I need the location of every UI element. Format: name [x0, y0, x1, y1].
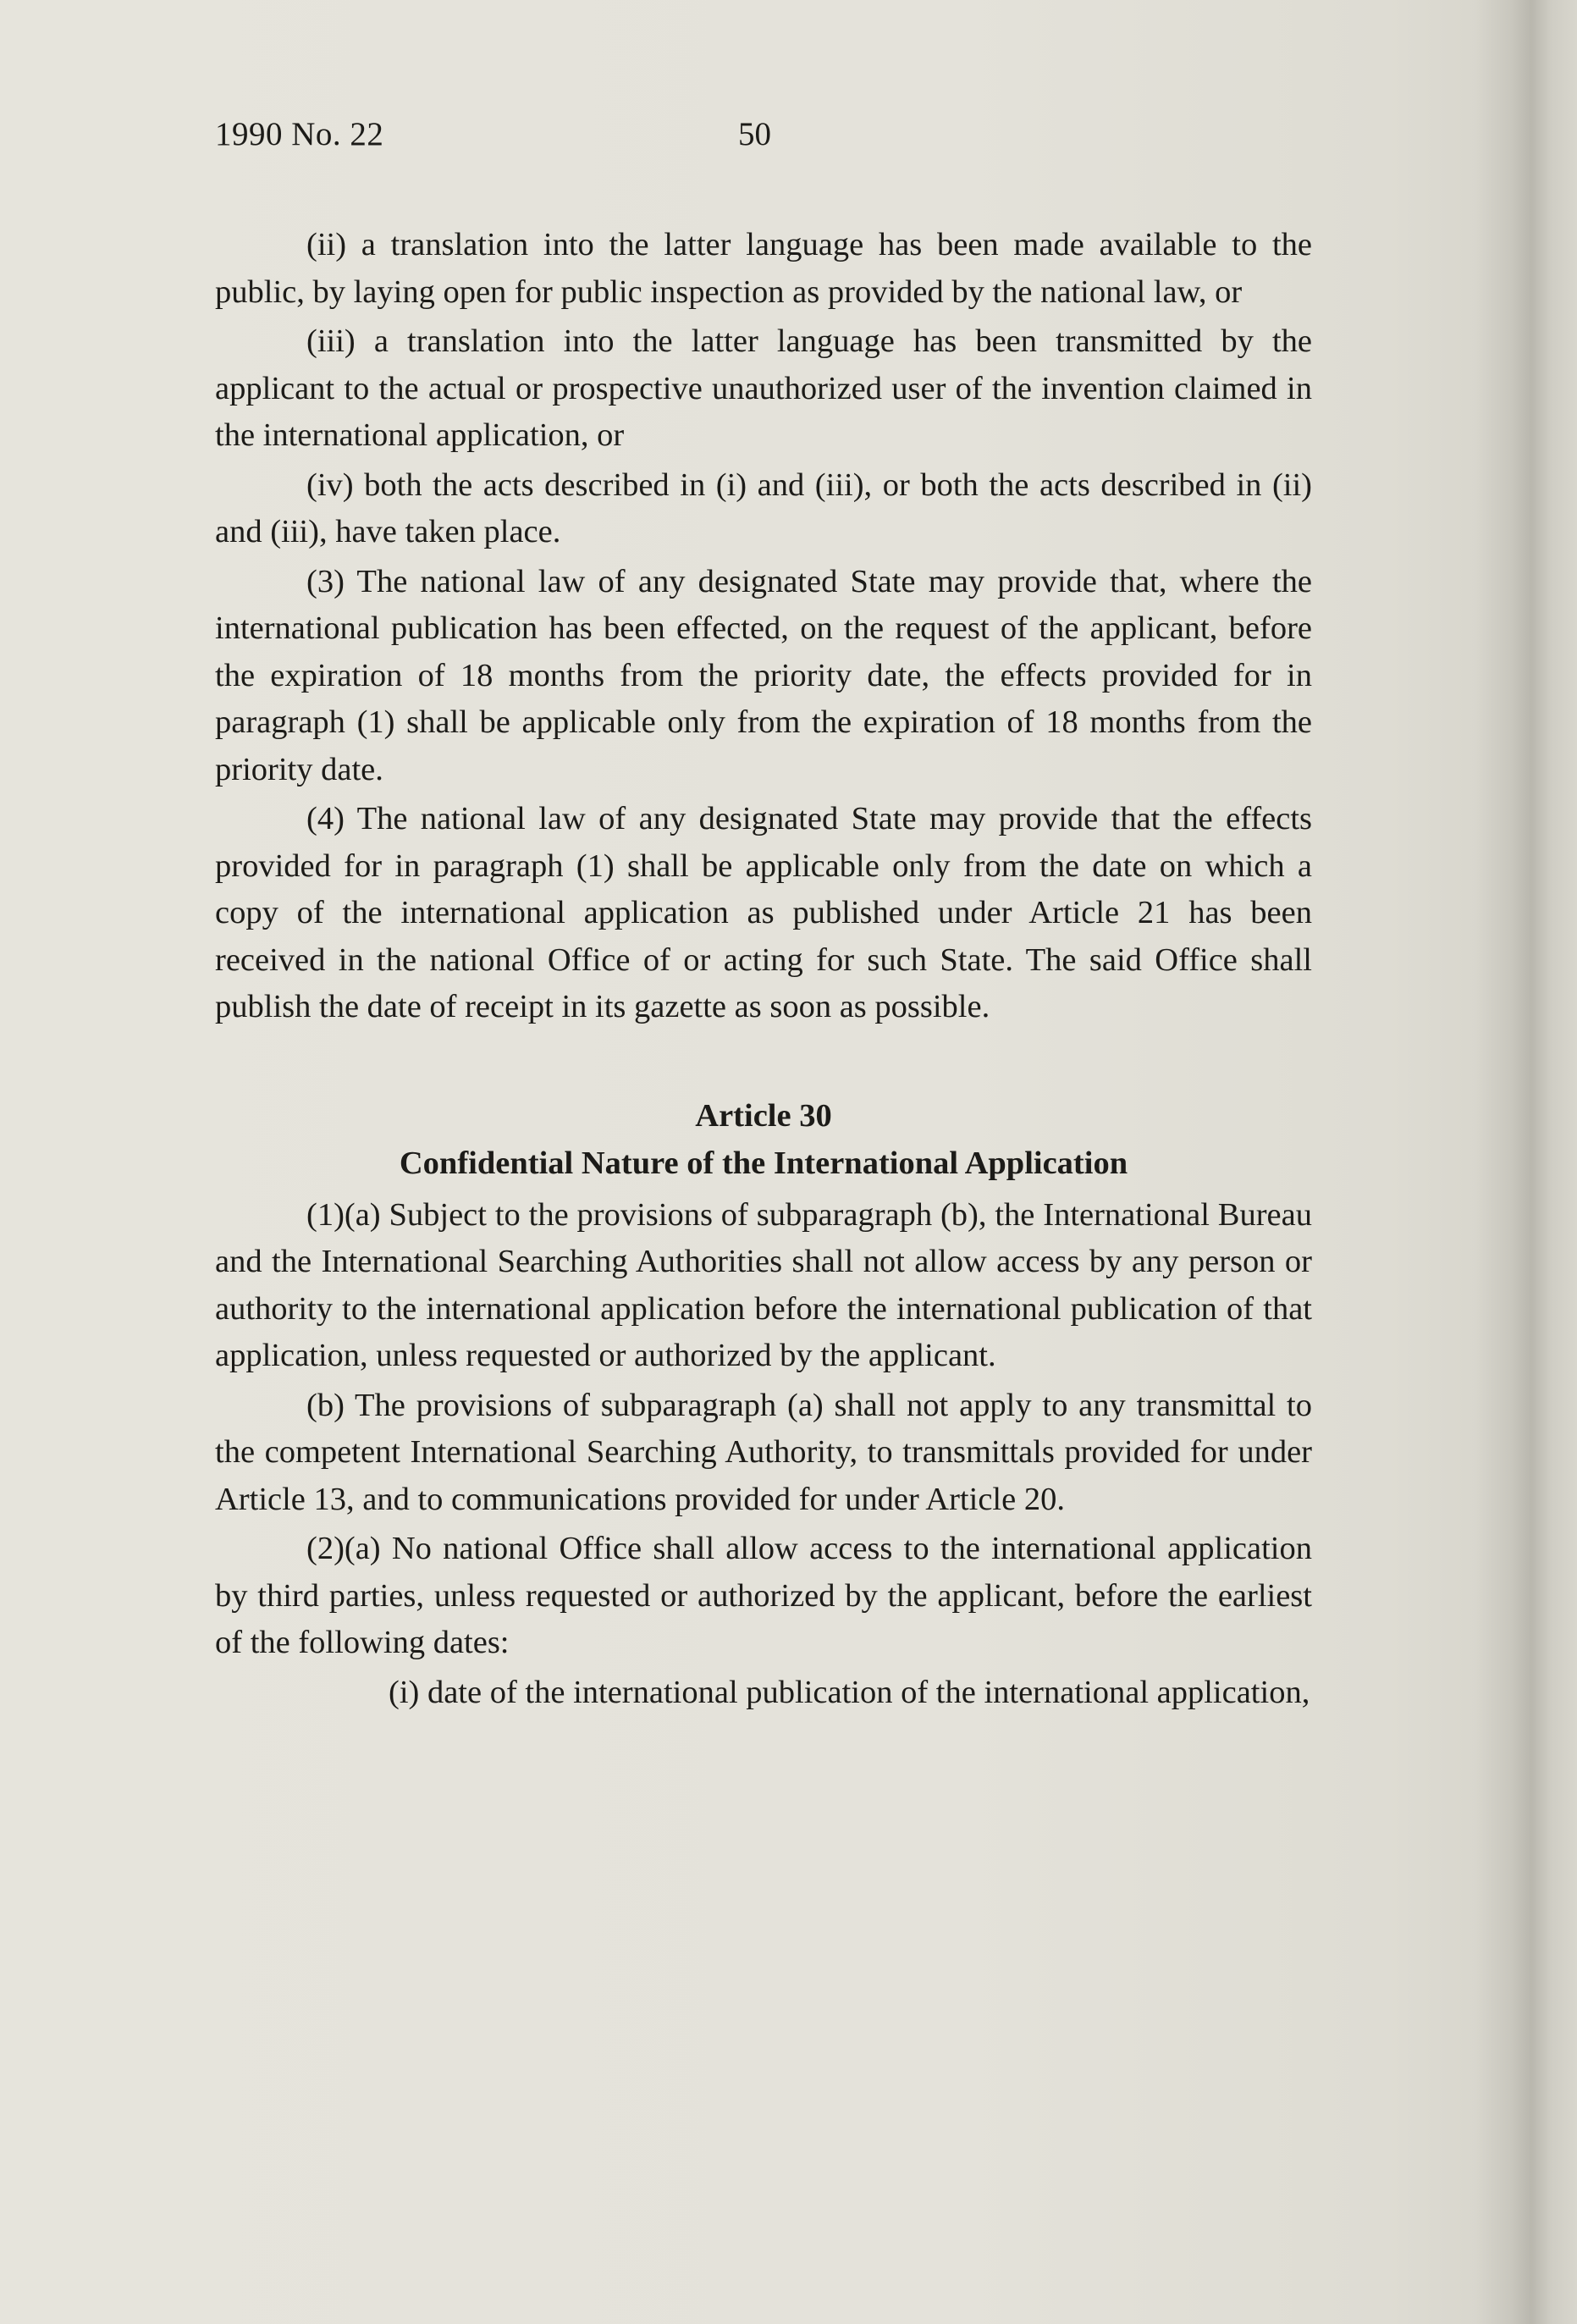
paragraph-ii: (ii) a translation into the latter language has been made available to the public, by laying open for public inspection as provided by the national law, or [215, 227, 1312, 310]
paragraph-2a-i: (i) date of the international publication of the international application, [389, 1674, 1310, 1710]
paragraph-1b: (b) The provisions of subparagraph (a) shall not apply to any transmittal to the competent International Searching Authority, to transmittals provided for under Article 13, and to communications provided for under Article 20. [215, 1387, 1312, 1517]
paragraph-3: (3) The national law of any designated State may provide that, where the international publication has been effected, on the request of the applicant, before the expiration of 18 months from the priority date, the effects provided for in paragraph (1) shall be applicable only from the expiration of 18 months from the priority date. [215, 563, 1312, 787]
binding-gutter-shadow [1475, 0, 1577, 2324]
paragraph-1a: (1)(a) Subject to the provisions of subparagraph (b), the International Bureau and the International Searching Authorities shall not allow access by any person or authority to the international application before the international publication of that application, unless requested or authorized by the applicant. [215, 1196, 1312, 1373]
paragraph-iv: (iv) both the acts described in (i) and (iii), or both the acts described in (ii) and (iii), have taken place. [215, 466, 1312, 549]
paragraph-2a: (2)(a) No national Office shall allow access to the international application by third parties, unless requested or authorized by the applicant, before the earliest of the following dates: [215, 1531, 1312, 1660]
page-number: 50 [738, 116, 771, 152]
article-title: Confidential Nature of the International Application [399, 1145, 1128, 1181]
paragraph-4: (4) The national law of any designated State may provide that the effects provided for in paragraph (1) shall be applicable only from the date on which a copy of the international application as published under Article 21 has been received in the national Office of or acting for such State. The said Office shall publish the date of receipt in its gazette as soon as possible. [215, 801, 1312, 1024]
article-heading-block [215, 1092, 1312, 1187]
body-text [215, 222, 1312, 1719]
article-number: Article 30 [695, 1097, 832, 1134]
page-header [215, 115, 1312, 166]
running-head: 1990 No. 22 [215, 116, 384, 152]
paragraph-iii: (iii) a translation into the latter language has been transmitted by the applicant to the actual or prospective unauthorized user of the invention claimed in the international application, or [215, 323, 1312, 453]
